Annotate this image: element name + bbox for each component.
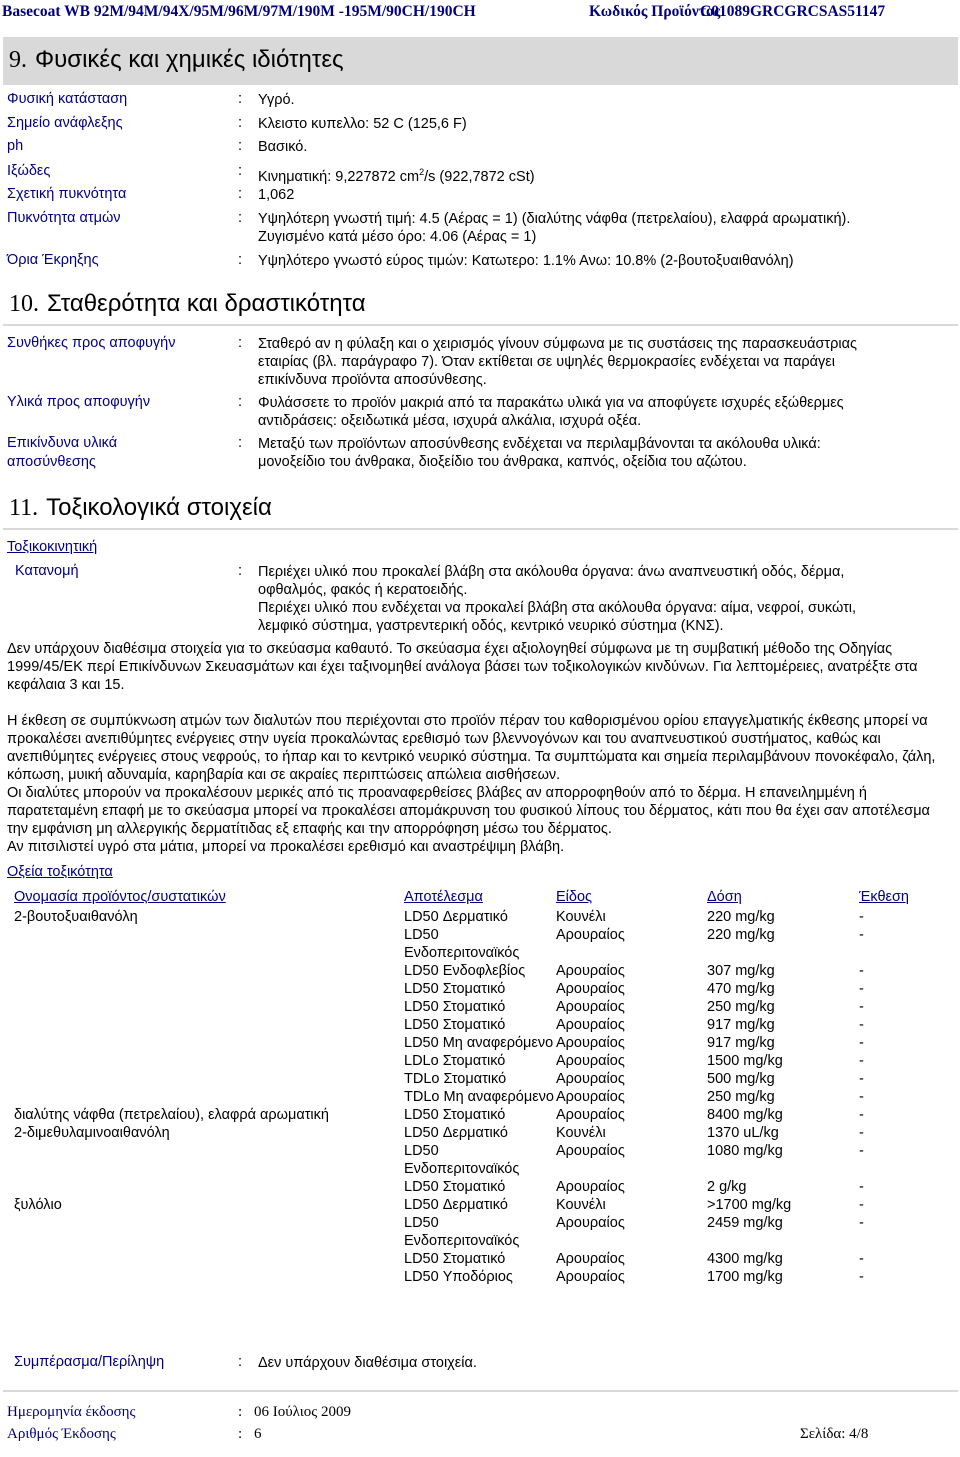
section-10-title: 10. Σταθερότητα και δραστικότητα	[9, 290, 366, 317]
species-cell: Κουνέλι	[556, 1197, 606, 1213]
result-cell: LD50 Στοματικό	[404, 981, 506, 997]
table-row	[14, 926, 959, 962]
species-cell: Αρουραίος	[556, 1179, 625, 1195]
dose-cell: >1700 mg/kg	[707, 1197, 792, 1213]
species-cell: Αρουραίος	[556, 1017, 625, 1033]
field-value: Βασικό.	[258, 139, 308, 155]
species-cell: Αρουραίος	[556, 1215, 625, 1231]
table-body	[14, 908, 959, 1286]
version-label: Αριθμός Έκδοσης	[7, 1426, 116, 1442]
field-value: Υψηλότερο γνωστό εύρος τιμών: Κατωτερο: 1.1% Ανω: 10.8% (2-βουτοξυαιθανόλη)	[258, 253, 794, 269]
species-cell: Αρουραίος	[556, 981, 625, 997]
species-cell: Αρουραίος	[556, 963, 625, 979]
species-cell: Αρουραίος	[556, 1089, 625, 1105]
table-row	[14, 980, 959, 998]
product-name-cell	[14, 998, 404, 1016]
dose-cell: 4300 mg/kg	[707, 1251, 783, 1267]
exposure-cell: -	[859, 1125, 864, 1141]
dose-cell: 1080 mg/kg	[707, 1143, 783, 1159]
product-name-cell	[14, 1034, 404, 1052]
table-row	[14, 998, 959, 1016]
exposure-cell: -	[859, 1269, 864, 1285]
result-cell: TDLo Μη αναφερόμενο	[404, 1089, 554, 1105]
result-cell: LD50 Ενδοφλεβίος	[404, 963, 526, 979]
result-cell: LD50 Μη αναφερόμενο	[404, 1035, 554, 1051]
product-name-cell	[14, 1178, 404, 1196]
result-cell: LD50 Υποδόριος	[404, 1269, 513, 1285]
result-cell: LD50 Δερματικό	[404, 1125, 508, 1141]
result-cell: LDLo Στοματικό	[404, 1053, 506, 1069]
result-cell: LD50 Στοματικό	[404, 1179, 506, 1195]
result-cell: LD50 Στοματικό	[404, 1251, 506, 1267]
product-name-cell	[14, 1268, 404, 1286]
section-10-divider	[3, 324, 958, 326]
exposure-cell: -	[859, 963, 864, 979]
table-header-row	[14, 888, 959, 906]
field-label-2: αποσύνθεσης	[7, 454, 96, 470]
acute-toxicity-table	[14, 888, 959, 1286]
field-line: Περιέχει υλικό που προκαλεί βλάβη στα ακόλουθα όργανα: άνω αναπνευστική οδός, δέρμα,	[258, 564, 845, 580]
product-name-cell	[14, 1250, 404, 1268]
exposure-cell: -	[859, 999, 864, 1015]
table-row	[14, 1124, 959, 1142]
column-header: Ονομασία προϊόντος/συστατικών	[14, 889, 226, 905]
field-value: Υγρό.	[258, 92, 295, 108]
species-cell: Αρουραίος	[556, 1251, 625, 1267]
dose-cell: 917 mg/kg	[707, 1035, 775, 1051]
species-cell: Αρουραίος	[556, 1269, 625, 1285]
table-row	[14, 1052, 959, 1070]
issue-date-value: 06 Ιούλιος 2009	[254, 1404, 351, 1420]
field-label: Ιξώδες	[7, 163, 51, 179]
dose-cell: 250 mg/kg	[707, 1089, 775, 1105]
table-row	[14, 1250, 959, 1268]
exposure-cell: -	[859, 1089, 864, 1105]
exposure-cell: -	[859, 1071, 864, 1087]
species-cell: Αρουραίος	[556, 1053, 625, 1069]
exposure-cell: -	[859, 1035, 864, 1051]
field-value-2: Ζυγισμένο κατά μέσο όρο: 4.06 (Αέρας = 1)	[258, 229, 537, 245]
product-name-cell	[14, 1214, 404, 1250]
paragraph: Οι διαλύτες μπορούν να προκαλέσουν μερικές από τις προαναφερθείσες βλάβες αν απορροφηθούν από το δέρμα. Η επανειλημμένη ή παρατεταμένη επαφή με το σκεύασμα μπορεί να προκαλέσει απομάκρυνση του φυσικού λίπους του δέρματος, κάτι που θα έχει σαν αποτέλεσμα την εμφάνιση μη αλλεργικής δερματίτιδας εξ επαφής και την απορρόφηση μέσω του δέρματος.	[7, 785, 930, 837]
table-row	[14, 962, 959, 980]
field-label: Κατανομή	[15, 563, 79, 579]
result-cell: TDLo Στοματικό	[404, 1071, 507, 1087]
exposure-cell: -	[859, 1251, 864, 1267]
issue-date-label: Ημερομηνία έκδοσης	[7, 1404, 136, 1420]
table-row	[14, 1034, 959, 1052]
product-name-cell: 2-βουτοξυαιθανόλη	[14, 909, 138, 925]
field-line: Σταθερό αν η φύλαξη και ο χειρισμός γίνουν σύμφωνα με τις συστάσεις της παρασκευάστριας	[258, 336, 858, 352]
field-line: οφθαλμός, φακός ή κερατοειδής.	[258, 582, 468, 598]
section-11-divider	[3, 528, 958, 530]
field-line: εταιρίας (βλ. παράγραφο 7). Όταν εκτίθεται σε υψηλές θερμοκρασίες ενδέχεται να παράγει	[258, 354, 835, 370]
field-line: Μεταξύ των προϊόντων αποσύνθεσης ενδέχεται να περιλαμβάνονται τα ακόλουθα υλικά:	[258, 436, 821, 452]
dose-cell: 220 mg/kg	[707, 927, 775, 943]
result-cell: LD50 Στοματικό	[404, 999, 506, 1015]
field-label: ph	[7, 138, 24, 154]
column-header: Αποτέλεσμα	[404, 889, 483, 905]
product-name-cell	[14, 926, 404, 962]
table-row	[14, 1142, 959, 1178]
field-line: επικίνδυνα προϊόντα αποσύνθεσης.	[258, 372, 487, 388]
table-row	[14, 1214, 959, 1250]
dose-cell: 250 mg/kg	[707, 999, 775, 1015]
table-row	[14, 1268, 959, 1286]
exposure-cell: -	[859, 1179, 864, 1195]
product-name-cell	[14, 1016, 404, 1034]
column-header: Είδος	[556, 889, 593, 905]
paragraph: Δεν υπάρχουν διαθέσιμα στοιχεία για το σκεύασμα καθαυτό. Το σκεύασμα έχει αξιολογηθεί σύμφωνα με τη συμβατική μέθοδο της Οδηγίας 1999/45/ΕΚ περί Επικίνδυνων Σκευασμάτων και έχει ταξινομηθεί ανάλογα βάσει των τοξικολογικών κινδύνων. Για λεπτομέρειες, ανατρέξτε στα κεφάλαια 3 και 15.	[7, 641, 918, 693]
column-header: Δόση	[707, 889, 742, 905]
field-label: Υλικά προς αποφυγήν	[7, 394, 151, 410]
species-cell: Κουνέλι	[556, 909, 606, 925]
field-value: Κινηματική: 9,227872 $cm^2/s$ (922,7872 cSt)	[258, 167, 535, 185]
product-name-cell	[14, 980, 404, 998]
field-line: αντιδράσεις: οξειδωτικά μέσα, ισχυρά αλκάλια, ισχυρά οξέα.	[258, 413, 642, 429]
table-row	[14, 1106, 959, 1124]
document-header	[0, 0, 960, 24]
toxicokinetics-heading: Τοξικοκινητική	[7, 539, 98, 555]
field-line: λεμφικό σύστημα, γαστρεντερική οδός, κεντρικό νευρικό σύστημα (ΚΝΣ).	[258, 618, 724, 634]
page-number: Σελίδα: 4/8	[800, 1426, 869, 1442]
exposure-cell: -	[859, 1215, 864, 1231]
dose-cell: 500 mg/kg	[707, 1071, 775, 1087]
field-label: Επικίνδυνα υλικά	[7, 435, 118, 451]
field-value: Υψηλότερη γνωστή τιμή: 4.5 (Αέρας = 1) (διαλύτης νάφθα (πετρελαίου), ελαφρά αρωματική).	[258, 211, 851, 227]
column-header: Έκθεση	[859, 889, 909, 905]
result-cell: LD50 Δερματικό	[404, 1197, 508, 1213]
table-row	[14, 1070, 959, 1088]
exposure-cell: -	[859, 1053, 864, 1069]
field-label: Συνθήκες προς αποφυγήν	[7, 335, 176, 351]
dose-cell: 917 mg/kg	[707, 1017, 775, 1033]
product-name-cell: ξυλόλιο	[14, 1197, 62, 1213]
product-name: Basecoat WB 92M/94M/94X/95M/96M/97M/190M -195M/90CH/190CH	[2, 3, 476, 20]
product-name-cell: διαλύτης νάφθα (πετρελαίου), ελαφρά αρωματική	[14, 1107, 329, 1123]
version-value: 6	[254, 1426, 262, 1442]
species-cell: Αρουραίος	[556, 1107, 625, 1123]
species-cell: Κουνέλι	[556, 1125, 606, 1141]
field-label: Συμπέρασμα/Περίληψη	[14, 1354, 165, 1370]
exposure-cell: -	[859, 1017, 864, 1033]
exposure-cell: -	[859, 909, 864, 925]
field-value: 1,062	[258, 187, 295, 203]
species-cell: Αρουραίος	[556, 927, 625, 943]
dose-cell: 1370 uL/kg	[707, 1125, 779, 1141]
product-name-cell	[14, 1070, 404, 1088]
result-cell: LD50 Ενδοπεριτοναϊκός	[404, 1143, 520, 1177]
dose-cell: 470 mg/kg	[707, 981, 775, 997]
dose-cell: 2 g/kg	[707, 1179, 747, 1195]
dose-cell: 1500 mg/kg	[707, 1053, 783, 1069]
field-label: Πυκνότητα ατμών	[7, 210, 121, 226]
product-code-label: Κωδικός Προϊόντος	[589, 3, 721, 20]
table-row	[14, 1178, 959, 1196]
dose-cell: 220 mg/kg	[707, 909, 775, 925]
field-value: Κλειστο κυπελλο: 52 C (125,6 F)	[258, 116, 467, 132]
product-name-cell	[14, 1088, 404, 1106]
dose-cell: 2459 mg/kg	[707, 1215, 783, 1231]
exposure-cell: -	[859, 1143, 864, 1159]
field-label: Σημείο ανάφλεξης	[7, 115, 123, 131]
dose-cell: 8400 mg/kg	[707, 1107, 783, 1123]
field-value: Δεν υπάρχουν διαθέσιμα στοιχεία.	[258, 1355, 477, 1371]
result-cell: LD50 Δερματικό	[404, 909, 508, 925]
species-cell: Αρουραίος	[556, 999, 625, 1015]
product-name-cell	[14, 962, 404, 980]
result-cell: LD50 Στοματικό	[404, 1017, 506, 1033]
exposure-cell: -	[859, 927, 864, 943]
dose-cell: 307 mg/kg	[707, 963, 775, 979]
footer-divider	[3, 1390, 958, 1392]
exposure-cell: -	[859, 1197, 864, 1213]
product-name-cell	[14, 1052, 404, 1070]
field-line: Φυλάσσετε το προϊόν μακριά από τα παρακάτω υλικά για να αποφύγετε ισχυρές εξώθερμες	[258, 395, 844, 411]
product-name-cell	[14, 1142, 404, 1178]
dose-cell: 1700 mg/kg	[707, 1269, 783, 1285]
section-11-title: 11. Τοξικολογικά στοιχεία	[9, 494, 272, 521]
species-cell: Αρουραίος	[556, 1143, 625, 1159]
product-name-cell: 2-διμεθυλαμινοαιθανόλη	[14, 1125, 170, 1141]
section-9-title: 9. Φυσικές και χημικές ιδιότητες	[9, 46, 344, 73]
field-line: μονοξείδιο του άνθρακα, διοξείδιο του άνθρακα, καπνός, οξείδια του αζώτου.	[258, 454, 747, 470]
table-row	[14, 1088, 959, 1106]
result-cell: LD50 Στοματικό	[404, 1107, 506, 1123]
product-code-value: C01089GRCGRCSAS51147	[700, 3, 886, 20]
result-cell: LD50 Ενδοπεριτοναϊκός	[404, 927, 520, 961]
field-label: Όρια Έκρηξης	[7, 252, 99, 268]
field-label: Σχετική πυκνότητα	[7, 186, 127, 202]
result-cell: LD50 Ενδοπεριτοναϊκός	[404, 1215, 520, 1249]
field-label: Φυσική κατάσταση	[7, 91, 128, 107]
species-cell: Αρουραίος	[556, 1035, 625, 1051]
acute-toxicity-heading: Οξεία τοξικότητα	[7, 864, 113, 880]
table-row	[14, 908, 959, 926]
paragraph: Αν πιτσιλιστεί υγρό στα μάτια, μπορεί να προκαλέσει ερεθισμό και αναστρέψιμη βλάβη.	[7, 839, 565, 855]
table-row	[14, 1196, 959, 1214]
exposure-cell: -	[859, 981, 864, 997]
paragraph: Η έκθεση σε συμπύκνωση ατμών των διαλυτών που περιέχονται στο προϊόν πέραν του καθορισμένου ορίου επαγγελματικής έκθεσης μπορεί να προκαλέσει ανεπιθύμητες ενέργειες στην υγεία προκαλώντας ερεθισμό των βλεννογόνων και του αναπνευστικού συστήματος, καθώς και ανεπιθύμητες ενέργειες στους νεφρούς, το ήπαρ και το κεντρικό νευρικό σύστημα. Τα συμπτώματα και σημεία περιλαμβάνουν πονοκέφαλο, ζάλη, κόπωση, μυική αδυναμία, καρηβαρία και σε ακραίες περιπτώσεις απώλεια αισθήσεων.	[7, 713, 936, 783]
species-cell: Αρουραίος	[556, 1071, 625, 1087]
field-line: Περιέχει υλικό που ενδέχεται να προκαλεί βλάβη στα ακόλουθα όργανα: αίμα, νεφροί, συκώτι,	[258, 600, 857, 616]
table-row	[14, 1016, 959, 1034]
exposure-cell: -	[859, 1107, 864, 1123]
